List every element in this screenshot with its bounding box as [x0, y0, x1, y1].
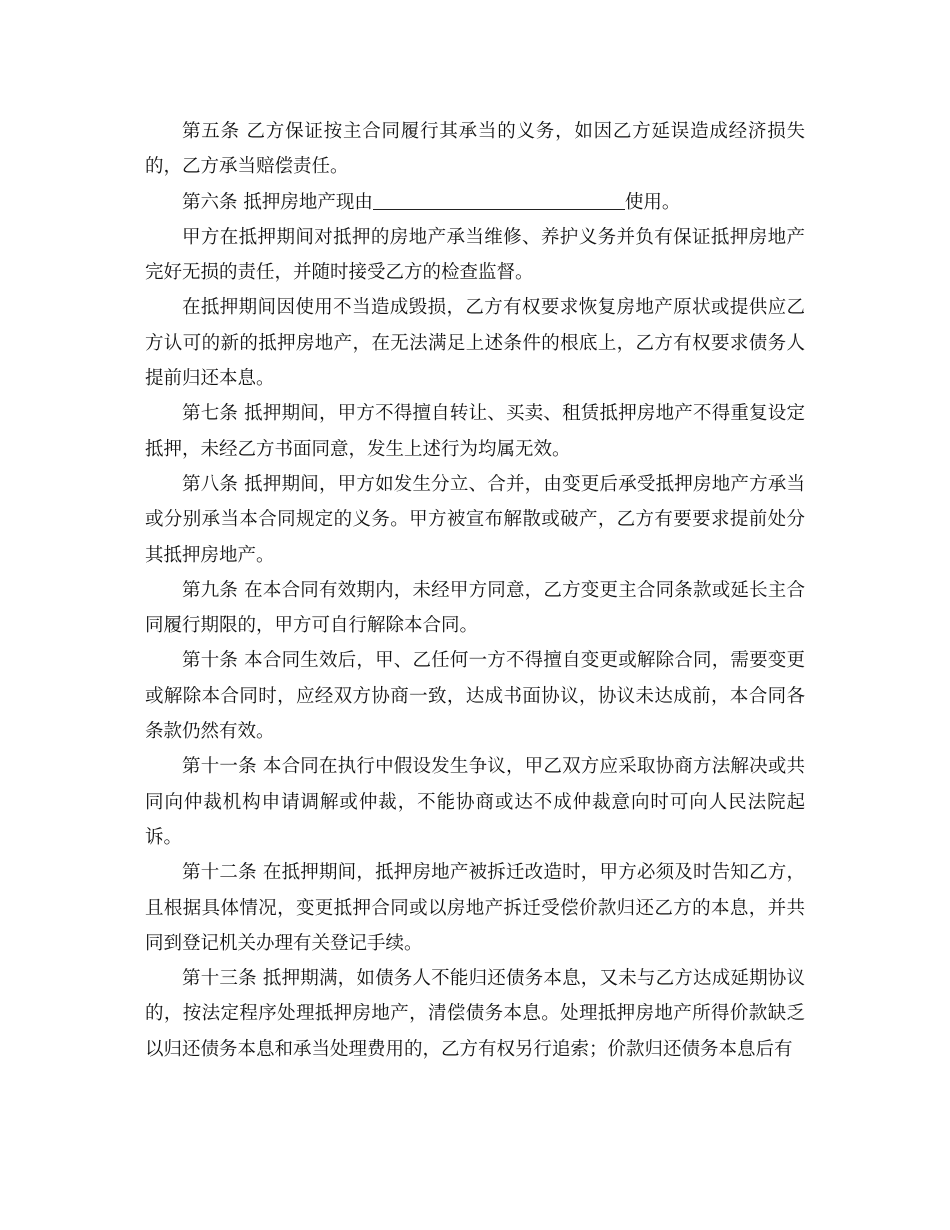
paragraph-article-7: 第七条 抵押期间，甲方不得擅自转让、买卖、租赁抵押房地产不得重复设定抵押，未经乙方书面同意，发生上述行为均属无效。: [145, 403, 805, 460]
article-6-text-before: 第六条 抵押房地产现由: [182, 191, 373, 213]
paragraph-article-13: 第十三条 抵押期满，如债务人不能归还债务本息，又未与乙方达成延期协议的，按法定程序处理抵押房地产，清偿债务本息。处理抵押房地产所得价款缺乏以归还债务本息和承当处理费用的，乙方有权另行追索；价款归还债务本息后有: [145, 968, 805, 1060]
article-6-text-after: 使用。: [624, 191, 681, 213]
fill-in-blank-line: [373, 189, 625, 210]
paragraph-article-9: 第九条 在本合同有效期内，未经甲方同意，乙方变更主合同条款或延长主合同履行期限的，甲方可自行解除本合同。: [145, 579, 805, 637]
contract-body: [145, 114, 805, 1067]
paragraph-article-10: 第十条 本合同生效后，甲、乙任何一方不得擅自变更或解除合同，需要变更或解除本合同时，应经双方协商一致，达成书面协议，协议未达成前，本合同各条款仍然有效。: [145, 650, 805, 743]
paragraph-article-8: 第八条 抵押期间，甲方如发生分立、合并，由变更后承受抵押房地产方承当或分别承当本合同规定的义务。甲方被宣布解散或破产，乙方有要要求提前处分其抵押房地产。: [145, 473, 805, 566]
paragraph-article-5: 第五条 乙方保证按主合同履行其承当的义务，如因乙方延误造成经济损失的，乙方承当赔偿责任。: [145, 121, 805, 178]
paragraph-maintenance-duty: 甲方在抵押期间对抵押的房地产承当维修、养护义务并负有保证抵押房地产完好无损的责任，并随时接受乙方的检查监督。: [145, 226, 805, 284]
paragraph-article-11: 第十一条 本合同在执行中假设发生争议，甲乙双方应采取协商方法解决或共同向仲裁机构申请调解或仲裁，不能协商或达不成仲裁意向时可向人民法院起诉。: [145, 756, 805, 848]
paragraph-article-6: [145, 185, 805, 220]
paragraph-article-12: 第十二条 在抵押期间，抵押房地产被拆迁改造时，甲方必须及时告知乙方，且根据具体情况，变更抵押合同或以房地产拆迁受偿价款归还乙方的本息，并共同到登记机关办理有关登记手续。: [145, 862, 805, 954]
paragraph-damage-remedy: 在抵押期间因使用不当造成毁损，乙方有权要求恢复房地产原状或提供应乙方认可的新的抵押房地产，在无法满足上述条件的根底上，乙方有权要求债务人提前归还本息。: [145, 297, 805, 390]
